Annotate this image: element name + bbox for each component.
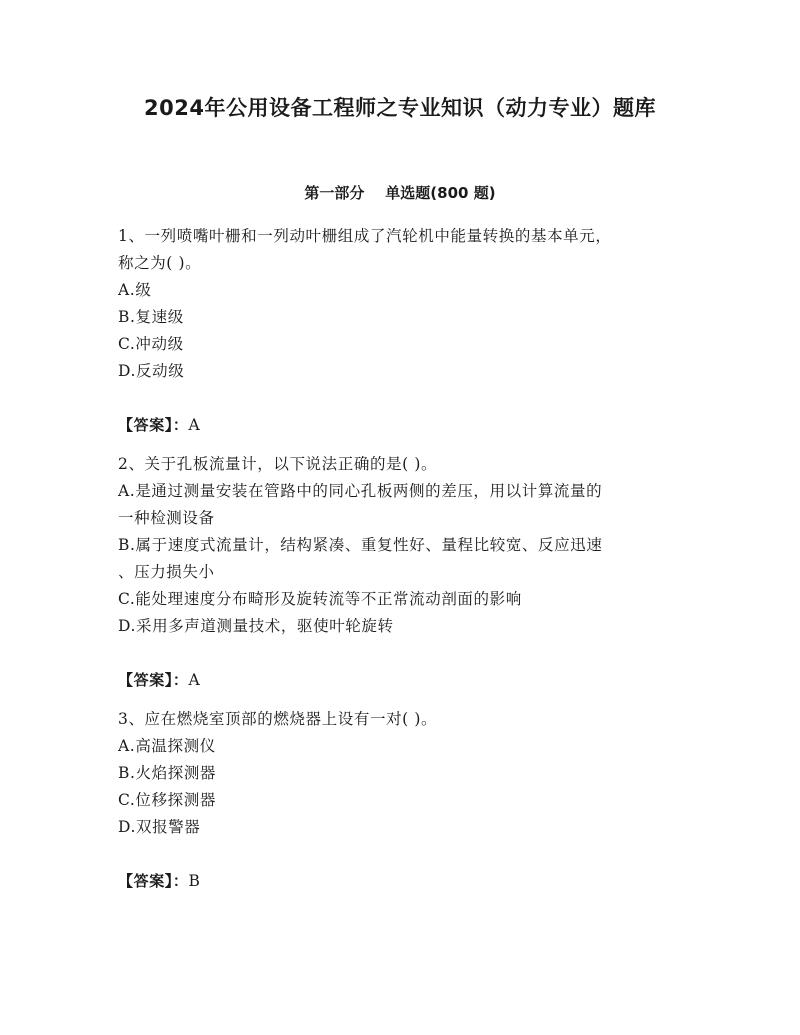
- option-c: [118, 586, 680, 613]
- answer-line: [118, 412, 680, 439]
- option-c: [118, 331, 680, 358]
- answer-label: 【答案】：: [118, 671, 189, 689]
- answer-label: 【答案】：: [118, 416, 189, 434]
- option-line: C.能处理速度分布畸形及旋转流等不正常流动剖面的影响: [118, 590, 522, 608]
- option-line: A.是通过测量安装在管路中的同心孔板两侧的差压，用以计算流量的: [118, 482, 603, 500]
- option-d: [118, 358, 680, 385]
- question-stem-line: 称之为( )。: [118, 254, 202, 272]
- answer-value: A: [188, 416, 201, 434]
- question-list: [118, 223, 680, 907]
- question-stem-line: 3、应在燃烧室顶部的燃烧器上设有一对( )。: [118, 710, 438, 728]
- question-1: [118, 223, 680, 439]
- question-stem-line: 1、一列喷嘴叶栅和一列动叶栅组成了汽轮机中能量转换的基本单元，: [118, 227, 612, 245]
- option-line: B.火焰探测器: [118, 764, 217, 782]
- option-line: 一种检测设备: [118, 509, 215, 527]
- option-b: [118, 760, 680, 787]
- answer-line: [118, 667, 680, 694]
- option-b: [118, 532, 680, 586]
- option-a: [118, 733, 680, 760]
- option-a: [118, 478, 680, 532]
- question-stem: [118, 706, 680, 733]
- section-title: 第一部分 单选题(800 题): [304, 184, 496, 202]
- answer-line: [118, 868, 680, 895]
- option-line: A.高温探测仪: [118, 737, 216, 755]
- option-c: [118, 787, 680, 814]
- question-stem: [118, 223, 680, 277]
- question-stem-line: 2、关于孔板流量计，以下说法正确的是( )。: [118, 455, 438, 473]
- question-2: [118, 451, 680, 694]
- option-line: A.级: [118, 281, 152, 299]
- option-line: C.冲动级: [118, 335, 184, 353]
- option-d: [118, 613, 680, 640]
- answer-value: A: [188, 671, 201, 689]
- document-title: 2024年公用设备工程师之专业知识（动力专业）题库: [144, 96, 656, 120]
- answer-label: 【答案】：: [118, 872, 189, 890]
- option-line: D.双报警器: [118, 818, 201, 836]
- option-line: C.位移探测器: [118, 791, 216, 809]
- option-line: D.采用多声道测量技术，驱使叶轮旋转: [118, 617, 394, 635]
- option-line: B.复速级: [118, 308, 184, 326]
- option-line: B.属于速度式流量计，结构紧凑、重复性好、量程比较宽、反应迅速: [118, 536, 603, 554]
- option-line: 、压力损失小: [118, 563, 215, 581]
- question-stem: [118, 451, 680, 478]
- option-b: [118, 304, 680, 331]
- answer-value: B: [188, 872, 201, 890]
- question-3: [118, 706, 680, 895]
- option-d: [118, 814, 680, 841]
- option-line: D.反动级: [118, 362, 185, 380]
- option-a: [118, 277, 680, 304]
